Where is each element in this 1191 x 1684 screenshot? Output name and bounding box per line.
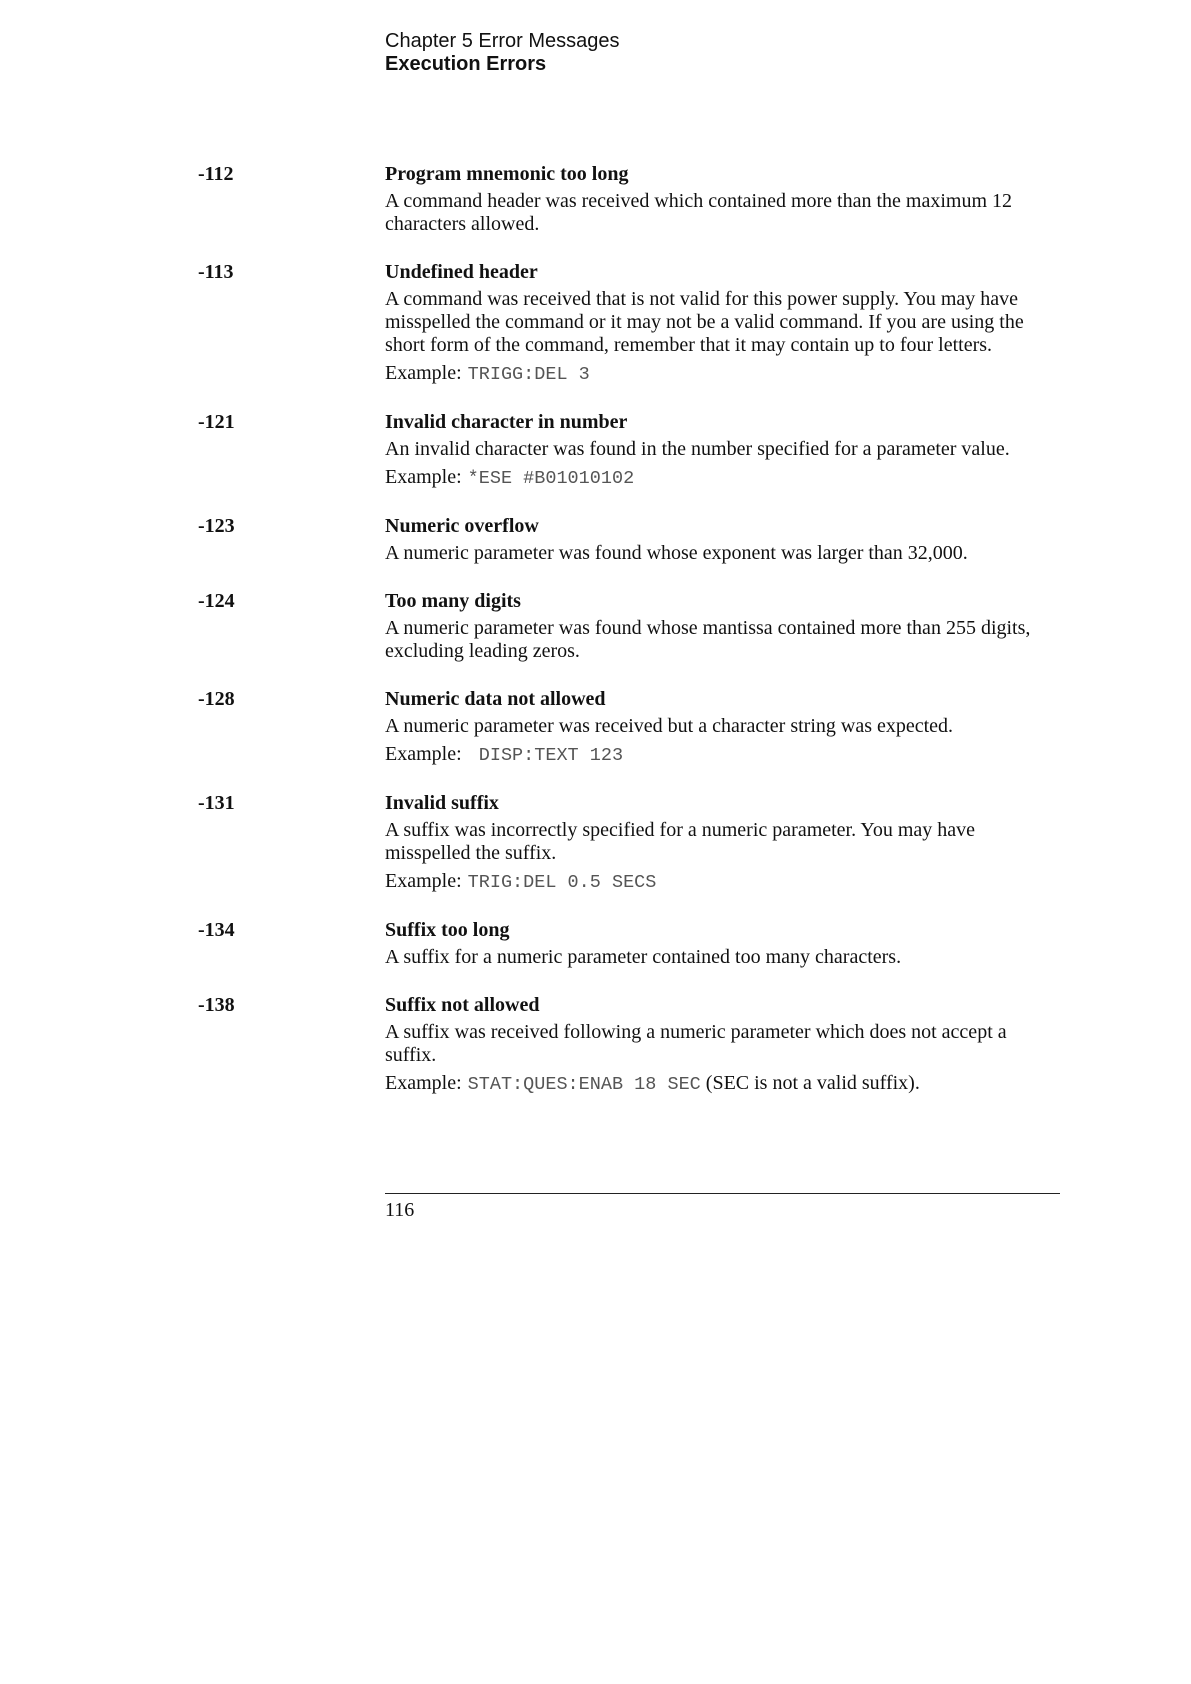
error-entry <box>0 411 1191 490</box>
example-command: *ESE #B01010102 <box>467 468 635 489</box>
error-code: -131 <box>198 792 235 814</box>
error-example <box>385 466 1060 490</box>
example-label: Example: <box>385 870 462 892</box>
error-description: A command header was received which contained more than the maximum 12 characters allowed. <box>385 190 1013 235</box>
error-title: Suffix too long <box>385 919 510 941</box>
error-body <box>385 515 1060 565</box>
error-description: A numeric parameter was found whose mantissa contained more than 255 digits, excluding leading zeros. <box>385 617 1031 662</box>
example-note: (SEC is not a valid suffix). <box>705 1072 920 1094</box>
error-code: -124 <box>198 590 235 612</box>
page-number: 116 <box>385 1199 415 1221</box>
error-code: -128 <box>198 688 235 710</box>
example-command: STAT:QUES:ENAB 18 SEC <box>467 1074 701 1095</box>
error-body <box>385 688 1060 767</box>
error-entry <box>0 261 1191 386</box>
error-example <box>385 870 1060 894</box>
page-header <box>385 30 620 76</box>
example-command: TRIGG:DEL 3 <box>467 364 590 385</box>
error-title: Numeric overflow <box>385 515 539 537</box>
example-command: DISP:TEXT 123 <box>467 745 624 766</box>
error-body <box>385 994 1060 1096</box>
error-description: An invalid character was found in the number specified for a parameter value. <box>385 438 1010 460</box>
error-entry <box>0 919 1191 969</box>
error-code: -113 <box>198 261 234 283</box>
error-title: Numeric data not allowed <box>385 688 606 710</box>
error-description: A command was received that is not valid for this power supply. You may have misspelled the command or it may not be a valid command. If you are using the short form of the command, remember that it may contain up to four letters. <box>385 288 1024 356</box>
error-code: -121 <box>198 411 235 433</box>
error-code: -112 <box>198 163 234 185</box>
error-entry <box>0 688 1191 767</box>
error-code: -123 <box>198 515 235 537</box>
chapter-title: Chapter 5 Error Messages <box>385 30 620 52</box>
error-description: A suffix for a numeric parameter contained too many characters. <box>385 946 902 968</box>
footer-divider <box>385 1193 1060 1194</box>
error-title: Undefined header <box>385 261 538 283</box>
error-title: Invalid suffix <box>385 792 499 814</box>
error-example <box>385 743 1060 767</box>
section-title: Execution Errors <box>385 53 547 75</box>
error-body <box>385 590 1060 663</box>
example-command: TRIG:DEL 0.5 SECS <box>467 872 657 893</box>
example-label: Example: <box>385 1072 462 1094</box>
error-title: Invalid character in number <box>385 411 628 433</box>
error-description: A numeric parameter was found whose exponent was larger than 32,000. <box>385 542 968 564</box>
error-description: A numeric parameter was received but a character string was expected. <box>385 715 954 737</box>
error-list <box>0 163 1191 1121</box>
error-code: -134 <box>198 919 235 941</box>
error-description: A suffix was received following a numeric parameter which does not accept a suffix. <box>385 1021 1007 1066</box>
example-label: Example: <box>385 466 462 488</box>
error-title: Too many digits <box>385 590 521 612</box>
error-title: Program mnemonic too long <box>385 163 629 185</box>
error-body <box>385 919 1060 969</box>
error-entry <box>0 163 1191 236</box>
error-example <box>385 362 1060 386</box>
error-body <box>385 411 1060 490</box>
error-entry <box>0 792 1191 894</box>
error-entry <box>0 590 1191 663</box>
error-title: Suffix not allowed <box>385 994 540 1016</box>
error-description: A suffix was incorrectly specified for a numeric parameter. You may have misspelled the suffix. <box>385 819 975 864</box>
error-body <box>385 792 1060 894</box>
example-label: Example: <box>385 743 462 765</box>
error-example <box>385 1072 1060 1096</box>
example-label: Example: <box>385 362 462 384</box>
error-code: -138 <box>198 994 235 1016</box>
error-entry <box>0 994 1191 1096</box>
error-body <box>385 163 1060 236</box>
error-body <box>385 261 1060 386</box>
error-entry <box>0 515 1191 565</box>
